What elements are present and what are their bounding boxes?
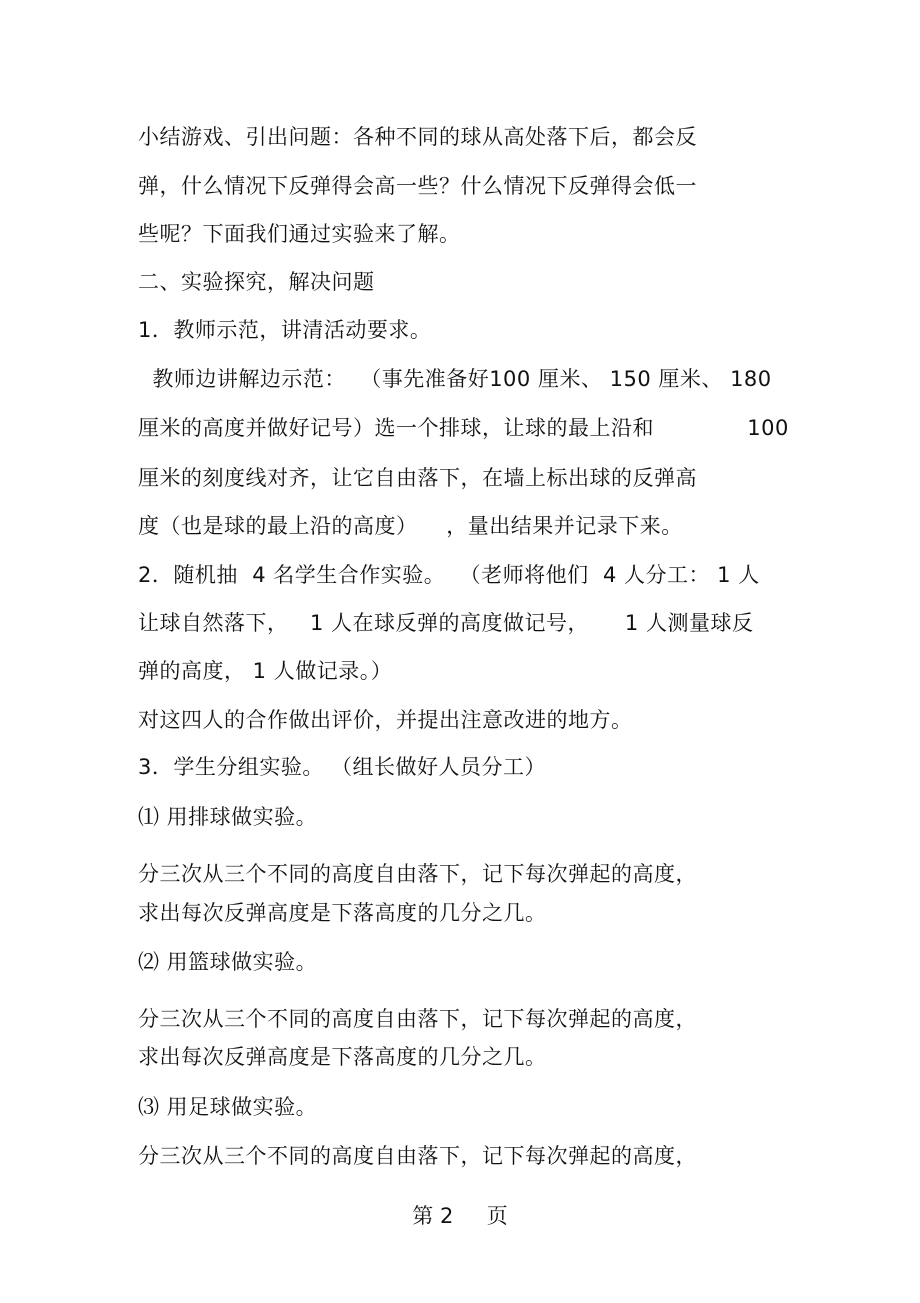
text-line-19: 分三次从三个不同的高度自由落下，记下每次弹起的高度， (138, 1007, 697, 1031)
step-2-heading: 2．随机抽 4 名学生合作实验。 （老师将他们 4 人分工： 1 人 (138, 563, 760, 587)
text-line-12: 弹的高度， 1 人做记录。） (138, 659, 393, 683)
section-heading: 二、实验探究，解决问题 (138, 270, 375, 294)
text-line-6: 教师边讲解边示范： （事先准备好100 厘米、 150 厘米、 180 (138, 367, 772, 391)
step-3-heading: 3．学生分组实验。 （组长做好人员分工） (138, 755, 547, 779)
sub-item-1: ⑴ 用排球做实验。 (138, 805, 318, 829)
text-line-16: 分三次从三个不同的高度自由落下，记下每次弹起的高度， (138, 862, 697, 886)
text-line-3: 些呢？下面我们通过实验来了解。 (138, 222, 461, 246)
page-number: 第 2 页 (412, 1204, 508, 1228)
text-line-20: 求出每次反弹高度是下落高度的几分之几。 (138, 1045, 547, 1069)
text-line-11: 让球自然落下， 1 人在球反弹的高度做记号， 1 人测量球反 (138, 611, 754, 635)
text-line-17: 求出每次反弹高度是下落高度的几分之几。 (138, 901, 547, 925)
text-line-9: 度（也是球的最上沿的高度） ，量出结果并记录下来。 (138, 514, 683, 538)
step-1-heading: 1．教师示范，讲清活动要求。 (138, 318, 432, 342)
text-line-8: 厘米的刻度线对齐，让它自由落下，在墙上标出球的反弹高 (138, 466, 697, 490)
text-line-22: 分三次从三个不同的高度自由落下，记下每次弹起的高度， (138, 1144, 697, 1168)
text-line-7: 厘米的高度并做好记号）选一个排球，让球的最上沿和 100 (138, 416, 789, 440)
text-line-13: 对这四人的合作做出评价，并提出注意改进的地方。 (138, 708, 633, 732)
sub-item-3: ⑶ 用足球做实验。 (138, 1095, 318, 1119)
text-line-2: 弹，什么情况下反弹得会高一些？什么情况下反弹得会低一 (138, 174, 697, 198)
text-line-1: 小结游戏、引出问题：各种不同的球从高处落下后，都会反 (138, 125, 697, 149)
sub-item-2: ⑵ 用篮球做实验。 (138, 950, 318, 974)
